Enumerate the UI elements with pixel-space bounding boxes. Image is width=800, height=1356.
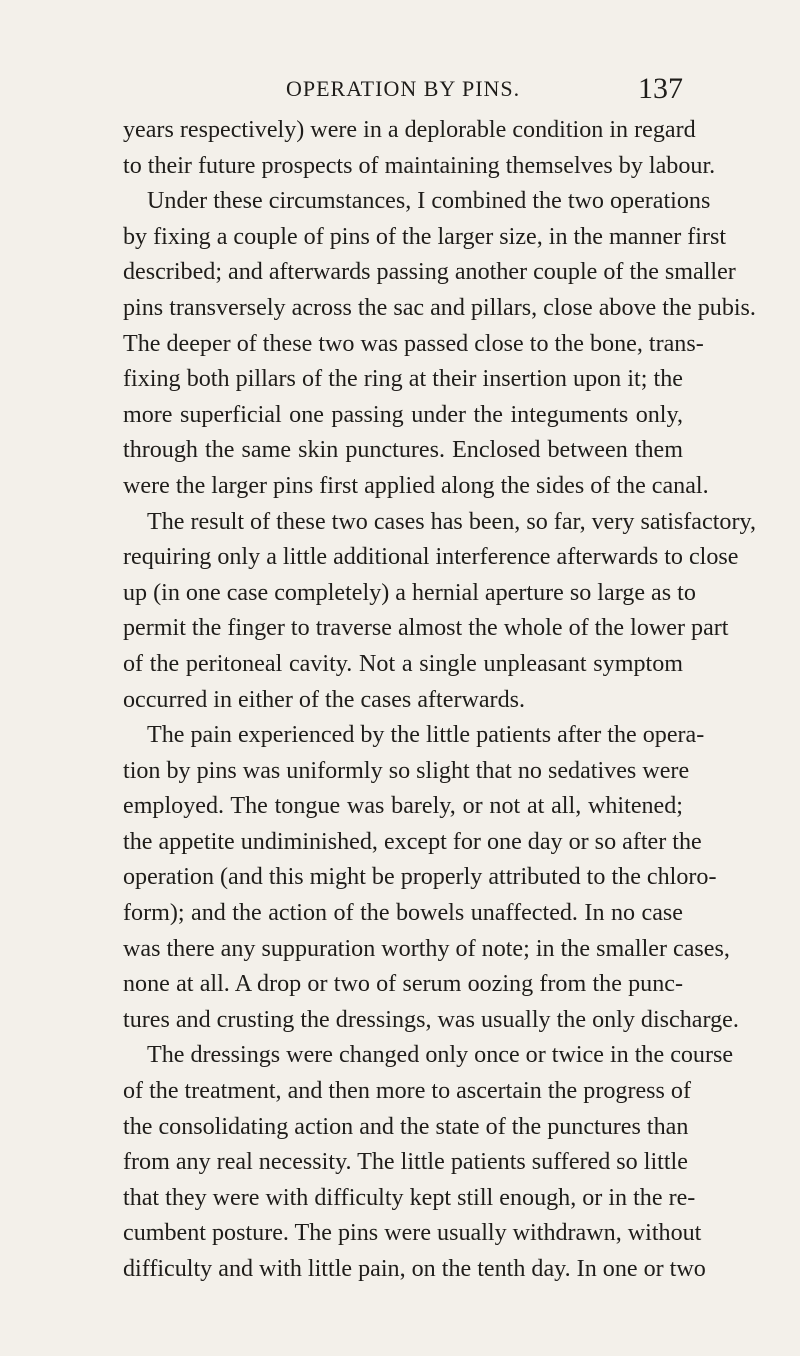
text-line: employed. The tongue was barely, or not at all, whitened; (123, 793, 683, 820)
page-number: 137 (638, 72, 683, 105)
text-line: through the same skin punctures. Enclosed between them (123, 437, 683, 464)
text-line: Under these circumstances, I combined the two operations (147, 188, 711, 215)
text-line: described; and afterwards passing another couple of the smaller (123, 259, 736, 286)
text-line: from any real necessity. The little patients suffered so little (123, 1149, 688, 1176)
chapter-title: OPERATION BY PINS. (286, 76, 521, 101)
text-line: occurred in either of the cases afterwards. (123, 686, 526, 713)
text-line: the appetite undiminished, except for one day or so after the (123, 828, 702, 855)
text-line: up (in one case completely) a hernial aperture so large as to (123, 579, 696, 606)
text-line: none at all. A drop or two of serum oozing from the punc- (123, 971, 683, 998)
text-line: tion by pins was uniformly so slight that no sedatives were (123, 757, 690, 784)
text-line: more superficial one passing under the integuments only, (123, 401, 683, 428)
text-line: of the peritoneal cavity. Not a single unpleasant symptom (123, 650, 683, 677)
text-line: was there any suppuration worthy of note; in the smaller cases, (123, 935, 730, 962)
text-line: permit the finger to traverse almost the whole of the lower part (123, 615, 729, 642)
text-line: the consolidating action and the state of the punctures than (123, 1113, 689, 1140)
text-line: that they were with difficulty kept still enough, or in the re- (123, 1184, 696, 1211)
text-line: form); and the action of the bowels unaffected. In no case (123, 900, 683, 927)
body-text (123, 113, 756, 1288)
text-line: by fixing a couple of pins of the larger size, in the manner first (123, 223, 727, 250)
text-line: were the larger pins first applied along the sides of the canal. (123, 472, 709, 499)
running-head (122, 72, 683, 110)
text-line: years respectively) were in a deplorable condition in regard (123, 117, 696, 143)
text-line: requiring only a little additional interference afterwards to close (123, 544, 739, 571)
text-line: tures and crusting the dressings, was usually the only discharge. (123, 1006, 739, 1033)
text-line: to their future prospects of maintaining themselves by labour. (123, 152, 716, 179)
text-line: of the treatment, and then more to ascertain the progress of (123, 1078, 692, 1105)
text-line: The dressings were changed only once or twice in the course (147, 1042, 734, 1069)
text-line: difficulty and with little pain, on the tenth day. In one or two (123, 1256, 706, 1282)
text-line: The deeper of these two was passed close to the bone, trans- (123, 330, 704, 357)
text-line: cumbent posture. The pins were usually withdrawn, without (123, 1220, 702, 1247)
text-line: operation (and this might be properly attributed to the chloro- (123, 864, 717, 891)
text-line: The pain experienced by the little patients after the opera- (147, 722, 705, 749)
text-line: The result of these two cases has been, so far, very satisfactory, (147, 508, 756, 535)
text-line: fixing both pillars of the ring at their insertion upon it; the (123, 366, 683, 393)
text-line: pins transversely across the sac and pillars, close above the pubis. (123, 294, 756, 321)
